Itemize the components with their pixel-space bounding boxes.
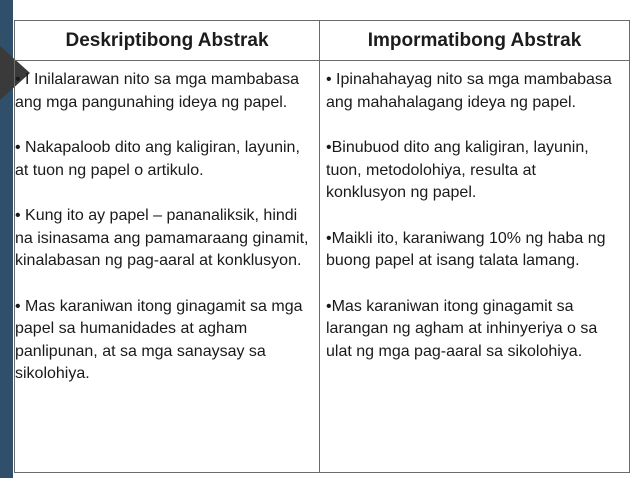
left-paragraph: • I Inilalarawan nito sa mga mambabasa ang mga pangunahing ideya ng papel. xyxy=(15,71,299,111)
right-paragraph: •Mas karaniwan itong ginagamit sa larangan ng agham at inhinyeriya o sa ulat ng mga pag-aaral sa sikolohiya. xyxy=(326,297,598,360)
left-column-cell xyxy=(15,69,315,409)
right-paragraph: •Maikli ito, karaniwang 10% ng haba ng buong papel at isang talata lamang. xyxy=(326,229,606,269)
left-paragraph: • Nakapaloob dito ang kaligiran, layunin, at tuon ng papel o artikulo. xyxy=(15,139,300,179)
table-header-row xyxy=(15,21,629,61)
right-paragraph: • Ipinahahayag nito sa mga mambabasa ang mahahalagang ideya ng papel. xyxy=(326,71,612,111)
right-paragraph: •Binubuod dito ang kaligiran, layunin, tuon, metodolohiya, resulta at konklusyon ng papel. xyxy=(326,139,589,201)
right-column-cell xyxy=(326,69,616,386)
header-impormatibong: Impormatibong Abstrak xyxy=(367,30,582,51)
left-paragraph: • Kung ito ay papel – pananaliksik, hindi na isinasama ang pamamaraang ginamit, kinalabasan ng pag-aaral at konklusyon. xyxy=(15,207,309,269)
comparison-table xyxy=(14,20,630,473)
header-deskriptibong: Deskriptibong Abstrak xyxy=(65,30,269,51)
left-paragraph: • Mas karaniwan itong ginagamit sa mga papel sa humanidades at agham panlipunan, at sa mga sanaysay sa sikolohiya. xyxy=(15,297,303,382)
column-divider xyxy=(319,21,320,472)
